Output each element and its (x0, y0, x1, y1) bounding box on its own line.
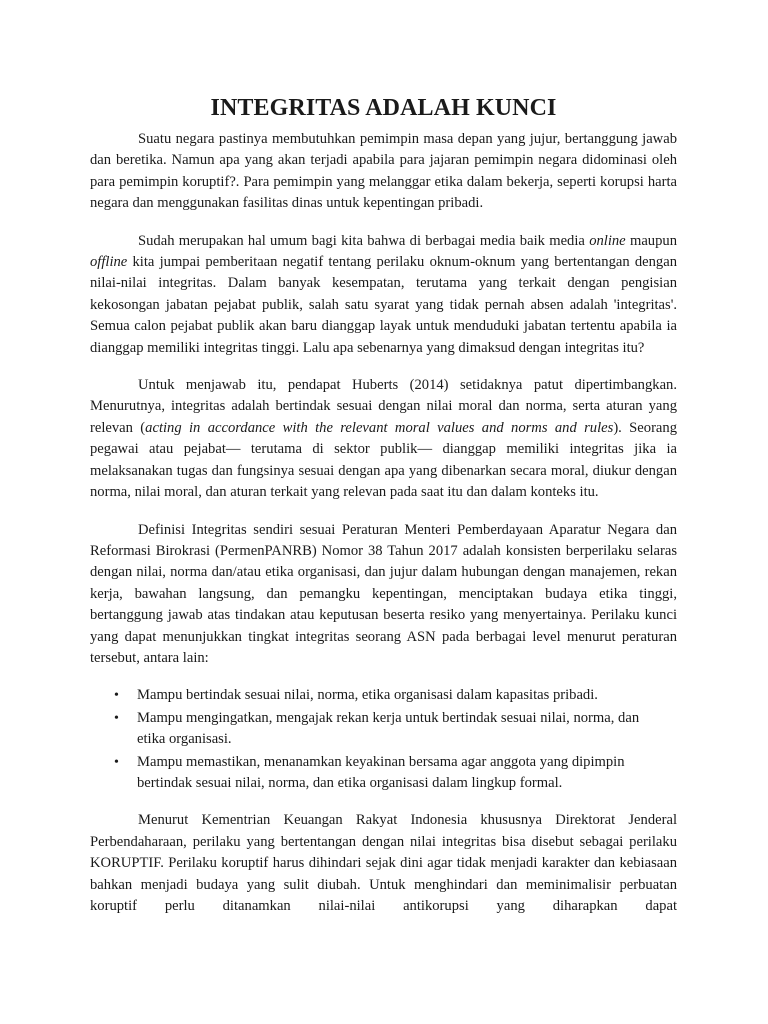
list-item-text: Mampu bertindak sesuai nilai, norma, etika organisasi dalam kapasitas pribadi. (137, 687, 598, 704)
bullet-icon: • (114, 710, 119, 726)
paragraph-3-text-a: Untuk menjawab itu, pendapat Huberts (2014) setidaknya patut dipertimbangkan. Menurutnya, integritas adalah bertindak sesuai dengan nilai moral dan norma, serta aturan yang relevan ( (90, 377, 677, 436)
bullet-list (90, 685, 677, 794)
paragraph-1: Suatu negara pastinya membutuhkan pemimpin masa depan yang jujur, bertanggung jawab dan beretika. Namun apa yang akan terjadi apabila para jajaran pemimpin negara didominasi oleh para pemimpin koruptif?. Para pemimpin yang melanggar etika dalam bekerja, seperti korupsi harta negara dan menggunakan fasilitas dinas untuk kepentingan pribadi. (90, 131, 677, 212)
paragraph-2-text-c: kita jumpai pemberitaan negatif tentang perilaku oknum-oknum yang bertentangan dengan nilai-nilai integritas. Dalam banyak kesempatan, terutama yang terkait dengan pengisian kekosongan jabatan pejabat publik, salah satu syarat yang tidak pernah absen adalah 'integritas'. Semua calon pejabat publik akan baru dianggap layak untuk menduduki jabatan tertentu apabila ia dianggap memiliki integritas tinggi. Lalu apa sebenarnya yang dimaksud dengan integritas itu? (90, 254, 677, 356)
paragraph-5: Menurut Kementrian Keuangan Rakyat Indonesia khususnya Direktorat Jenderal Perbendaharaan, perilaku yang bertentangan dengan nilai integritas bisa disebut sebagai perilaku KORUPTIF. Perilaku koruptif harus dihindari sejak dini agar tidak menjadi karakter dan kebiasaan bahkan menjadi budaya yang sulit diubah. Untuk menghindari dan meminimalisir perbuatan koruptif perlu ditanamkan nilai-nilai antikorupsi yang diharapkan dapat (90, 812, 677, 914)
paragraph-2-text-a: Sudah merupakan hal umum bagi kita bahwa di berbagai media baik media (138, 232, 590, 249)
list-item (90, 708, 677, 751)
paragraph-2-emphasis-offline: offline (90, 254, 128, 271)
document-title: INTEGRITAS ADALAH KUNCI (210, 95, 557, 121)
paragraph-2-emphasis-online: online (589, 232, 626, 249)
list-item (90, 752, 677, 795)
paragraph-4: Definisi Integritas sendiri sesuai Peraturan Menteri Pemberdayaan Aparatur Negara dan Reformasi Birokrasi (PermenPANRB) Nomor 38 Tahun 2017 adalah konsisten berperilaku selaras dengan nilai, norma dan/atau etika organisasi, dan jujur dalam hubungan dengan manajemen, rekan kerja, bawahan langsung, dan pemangku kepentingan, menciptakan budaya etika tinggi, bertanggung jawab atas tindakan atau keputusan beserta resiko yang menyertainya. Perilaku kunci yang dapat menunjukkan tingkat integritas seorang ASN pada berbagai level menurut peraturan tersebut, antara lain: (90, 521, 677, 666)
paragraph-2 (90, 231, 677, 359)
bullet-icon: • (114, 688, 119, 704)
list-item-text: Mampu memastikan, menanamkan keyakinan bersama agar anggota yang dipimpin bertindak sesuai nilai, norma, dan etika organisasi dalam lingkup formal. (137, 753, 625, 791)
list-item-text: Mampu mengingatkan, mengajak rekan kerja untuk bertindak sesuai nilai, norma, dan etika organisasi. (137, 709, 640, 748)
list-item (90, 685, 677, 706)
document-page (90, 93, 677, 917)
paragraph-3 (90, 375, 677, 503)
paragraph-3-emphasis-quote: acting in accordance with the relevant moral values and norms and rules (145, 419, 614, 436)
paragraph-3-text-b: ). Seorang pegawai atau pejabat— terutama di sektor publik— dianggap memiliki integritas jika ia melaksanakan tugas dan fungsinya sesuai dengan apa yang dibenarkan secara moral, diukur dengan norma, nilai moral, dan aturan terkait yang relevan pada saat itu dan dalam konteks itu. (90, 419, 677, 501)
paragraph-2-text-b: maupun (625, 232, 677, 249)
bullet-icon: • (114, 754, 119, 770)
